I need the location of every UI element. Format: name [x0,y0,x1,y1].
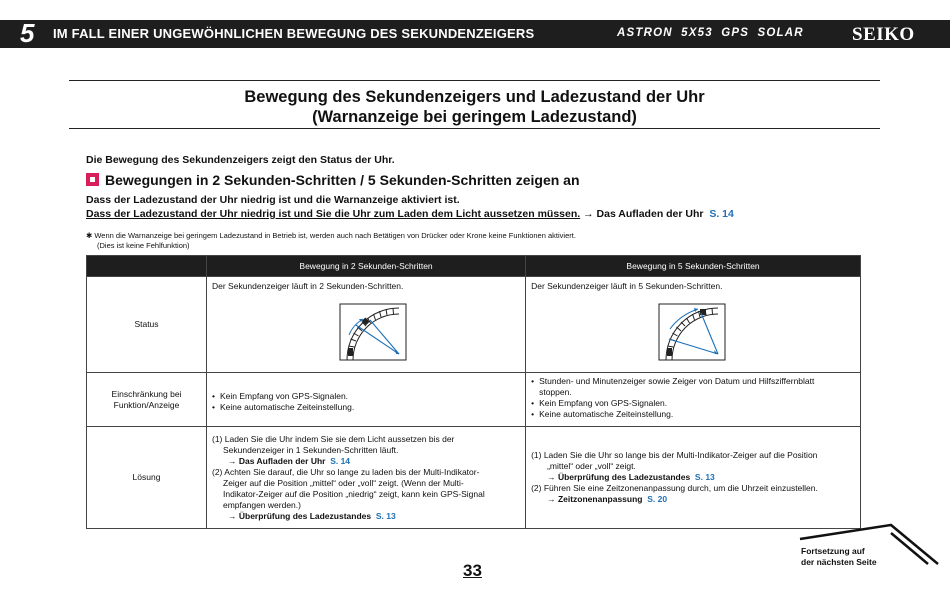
col-header-5s: Bewegung in 5 Sekunden-Schritten [526,256,861,277]
restriction-list-2s [208,387,524,413]
warning-line-1: Dass der Ladezustand der Uhr niedrig ist und die Warnanzeige aktiviert ist. [86,194,460,206]
model-name: ASTRON 5X53 GPS SOLAR [617,27,804,39]
row-label-solution: Lösung [87,427,207,529]
solution-cell-5s: (1) Laden Sie die Uhr so lange bis der Multi-Indikator-Zeiger auf die Position „mittel“ oder „voll“ zeigt. → Überprüfung des Ladezustandes S. 13 (2) Führen Sie eine Zeitzonenanpassung durch, um die Uhrzeit einzustellen. → Zeitzonenanpassung S. 20 [526,427,861,529]
seiko-logo: SEIKO [852,24,915,45]
page-ref[interactable]: S. 20 [647,494,668,504]
restriction-cell-5s [526,373,861,427]
list-item: • Keine automatische Zeiteinstellung. [212,402,524,413]
status-text-2s: Der Sekundenzeiger läuft in 2 Sekunden-Schritten. [212,281,404,291]
table-row-status [87,277,861,373]
title-rule-top [69,80,880,81]
charge-check-link[interactable]: → Überprüfung des Ladezustandes [547,472,691,482]
chapter-title: IM FALL EINER UNGEWÖHNLICHEN BEWEGUNG DES SEKUNDENZEIGERS [53,26,535,41]
status-text-5s: Der Sekundenzeiger läuft in 5 Sekunden-Schritten. [531,281,723,291]
title-rule-bottom [69,128,880,129]
table-row-restriction [87,373,861,427]
note-line-1: ✱ Wenn die Warnanzeige bei geringem Ladezustand in Betrieb ist, werden auch nach Betätigen von Drücker oder Krone keine Funktionen aktiviert. [86,231,576,240]
status-cell-5s [526,277,861,373]
list-item: • Kein Empfang von GPS-Signalen. [531,398,859,409]
section-marker-icon [86,173,99,186]
charging-link-text[interactable]: → Das Aufladen der Uhr [580,208,704,220]
row-label-status: Status [87,277,207,373]
restriction-cell-2s [207,373,526,427]
col-header-2s: Bewegung in 2 Sekunden-Schritten [207,256,526,277]
section-heading [86,172,580,188]
page-title [69,87,880,127]
row-label-restriction: Einschränkung bei Funktion/Anzeige [87,373,207,427]
charge-check-link[interactable]: → Überprüfung des Ladezustandes [228,510,372,521]
solution-cell-2s: (1) Laden Sie die Uhr indem Sie sie dem Licht aussetzen bis der Sekundenzeiger in 1 Sekunden-Schritten läuft. → Das Aufladen der Uhr S. 14 (2) Achten Sie darauf, die Uhr so lange zu laden bis der Multi-Indikator- Zeiger auf die Position „mittel“ oder „voll“ zeigt. (Wenn der Multi- Indikator-Zeiger auf die Position „niedrig“ zeigt, kann kein GPS-Signal empfangen werden.) → Überprüfung des Ladezustandes S. 13 [207,427,526,529]
dial-5s-icon [658,303,726,361]
note [86,231,576,251]
warning-line-2-text: Dass der Ladezustand der Uhr niedrig ist und Sie die Uhr zum Laden dem Licht aussetzen müssen. [86,208,581,220]
table-header-row [87,256,861,277]
page-number: 33 [463,561,482,580]
list-item: • Keine automatische Zeiteinstellung. [531,409,859,420]
page-ref[interactable]: S. 14 [330,455,351,466]
page-ref[interactable]: S. 13 [375,510,396,521]
title-line-2: (Warnanzeige bei geringem Ladezustand) [312,108,637,126]
table-corner [87,256,207,277]
table-row-solution [87,427,861,529]
restriction-list-5s [527,374,859,420]
note-line-2: (Dies ist keine Fehlfunktion) [97,241,190,250]
section-heading-text: Bewegungen in 2 Sekunden-Schritten / 5 Sekunden-Schritten zeigen an [105,172,580,188]
list-item: • Kein Empfang von GPS-Signalen. [212,391,524,402]
continued-note[interactable]: Fortsetzung auf der nächsten Seite [801,546,877,567]
list-item: • Stunden- und Minutenzeiger sowie Zeiger von Datum und Hilfsziffernblatt stoppen. [531,376,859,398]
warning-line-2 [86,208,734,220]
movement-table [86,255,861,529]
chapter-number: 5 [20,18,35,48]
timezone-link[interactable]: → Zeitzonenanpassung [547,494,643,504]
intro-text: Die Bewegung des Sekundenzeigers zeigt den Status der Uhr. [86,154,395,166]
status-cell-2s [207,277,526,373]
charging-page-ref[interactable]: S. 14 [709,208,734,220]
dial-2s-icon [339,303,407,361]
charging-link[interactable]: → Das Aufladen der Uhr [228,455,326,466]
page-ref[interactable]: S. 13 [694,472,715,482]
title-line-1: Bewegung des Sekundenzeigers und Ladezustand der Uhr [244,88,705,106]
